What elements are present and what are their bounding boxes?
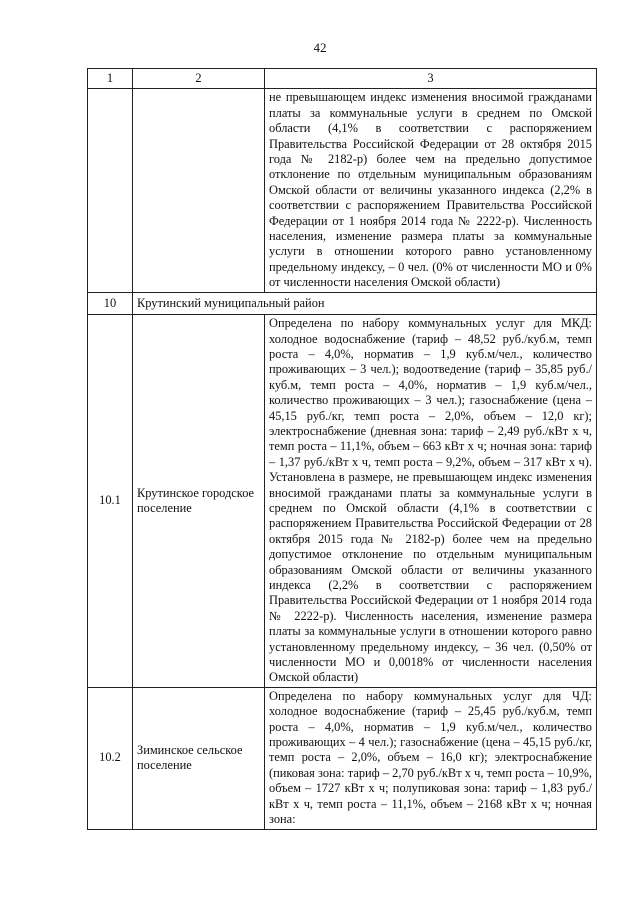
row-text: Определена по набору коммунальных услуг для ЧД: холодное водоснабжение (тариф – 25,45 руб./куб.м, темп роста – 4,0%, норматив – 1,9 куб.м/чел., количество проживающих – 4 чел.); газоснабжение (цена – 45,15 руб./кг, темп роста – 2,0%, объем – 16,0 кг); электроснабжение (пиковая зона: тариф – 2,70 руб./кВт х ч, темп роста – 10,9%, объем – 1727 кВт х ч; полупиковая зона: тариф – 1,83 руб./кВт х ч, темп роста – 11,1%, объем – 2168 кВт х ч; ночная зона:	[265, 687, 597, 829]
row-settlement-name: Зиминское сельское поселение	[133, 687, 265, 829]
row-text: Определена по набору коммунальных услуг для МКД: холодное водоснабжение (тариф – 48,52 руб./куб.м, темп роста – 4,0%, норматив – 1,9 куб.м/чел., количество проживающих – 3 чел.); водоотведение (тариф – 35,85 руб./куб.м, темп роста – 4,0%, норматив – 1,9 куб.м/чел., количество проживающих – 3 чел.); газоснабжение (цена – 45,15 руб./кг, темп роста – 2,0%, объем – 12,0 кг); электроснабжение (дневная зона: тариф – 2,49 руб./кВт х ч, темп роста – 11,1%, объем – 663 кВт х ч; ночная зона: тариф – 1,37 руб./кВт х ч, темп роста – 9,2%, объем – 317 кВт х ч). Установлена в размере, не превышающем индекс изменения вносимой гражданами платы за коммунальные услуги в среднем по Омской области (4,1% в соответствии с распоряжением Правительства Российской Федерации от 28 октября 2015 года № 2182-р) более чем на предельно допустимое отклонение по отдельным муниципальным образованиям Омской области от величины указанного индекса (2,2% в соответствии с распоряжением Правительства Российской Федерации от 1 ноября 2014 года № 2222-р). Численность населения, изменение размера платы за коммунальные услуги в отношении которого равно установленному предельному индексу, – 36 чел. (0,50% от численности МО и 0,0018% от численности населения Омской области)	[265, 315, 597, 688]
header-col-3: 3	[265, 69, 597, 89]
row-number-cell	[88, 89, 133, 292]
section-title: Крутинский муниципальный район	[133, 292, 597, 314]
table-header-row	[88, 69, 597, 89]
header-col-1: 1	[88, 69, 133, 89]
row-text-cell: не превышающем индекс изменения вносимой гражданами платы за коммунальные услуги в среднем по Омской области (4,1% в соответствии с распоряжением Правительства Российской Федерации от 28 октября 2015 года № 2182-р) более чем на предельно допустимое отклонение по отдельным муниципальным образованиям Омской области от величины указанного индекса (2,2% в соответствии с распоряжением Правительства Российской Федерации от 1 ноября 2014 года № 2222-р). Численность населения, изменение размера платы за коммунальные услуги в отношении которого равно установленному предельному индексу, – 0 чел. (0% от численности МО и 0% от численности населения Омской области)	[265, 89, 597, 292]
row-number: 10.2	[88, 687, 133, 829]
table-row	[88, 315, 597, 688]
table-row-section	[88, 292, 597, 314]
table-row	[88, 687, 597, 829]
row-name-cell	[133, 89, 265, 292]
table-row-continuation	[88, 89, 597, 292]
header-col-2: 2	[133, 69, 265, 89]
section-number: 10	[88, 292, 133, 314]
row-settlement-name: Крутинское городское поселение	[133, 315, 265, 688]
row-number: 10.1	[88, 315, 133, 688]
tariff-table	[87, 68, 597, 830]
page-number: 42	[313, 40, 327, 55]
